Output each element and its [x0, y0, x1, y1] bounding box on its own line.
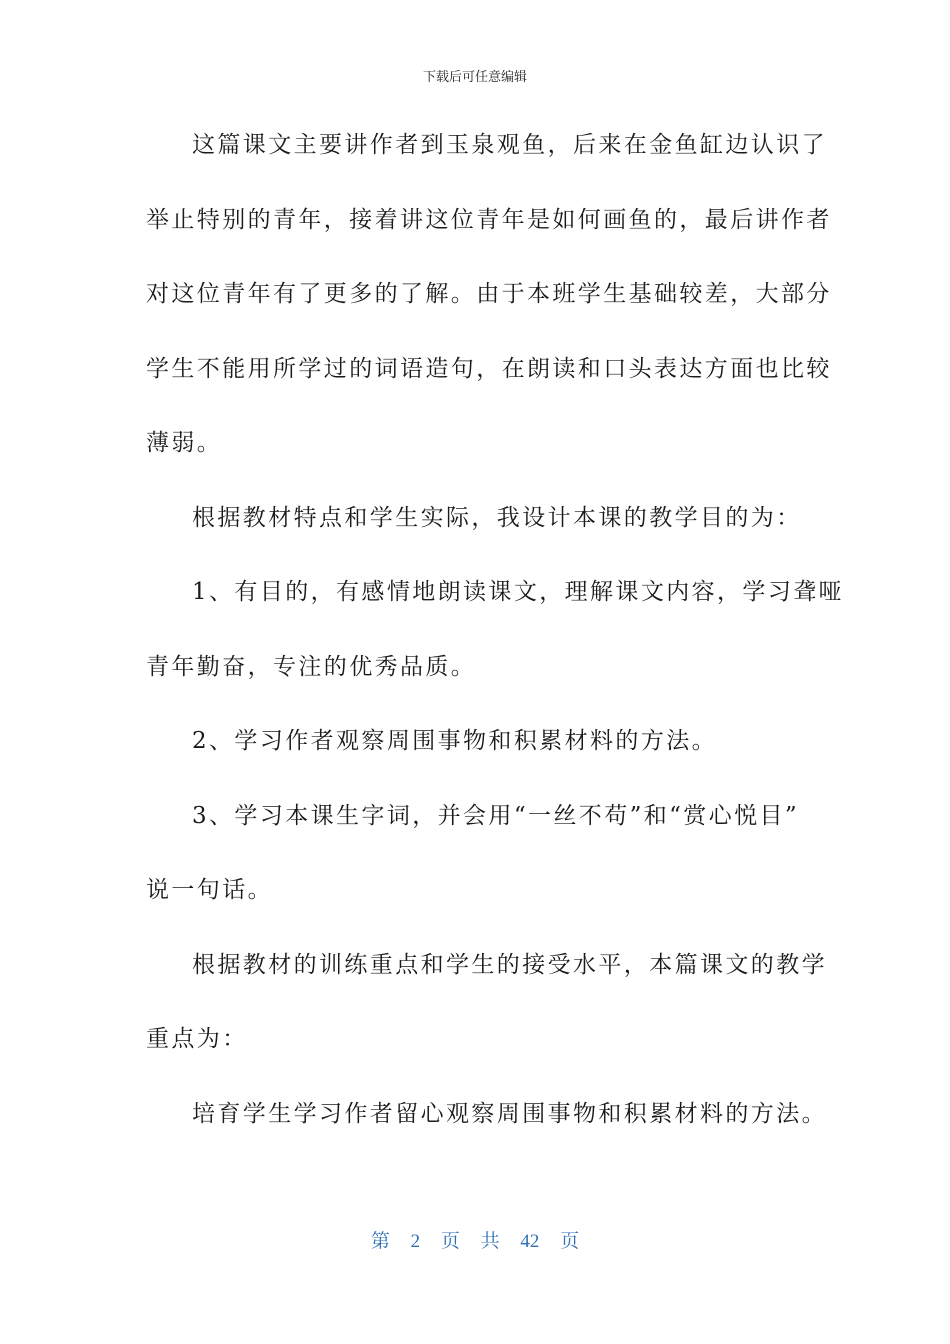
page-footer — [0, 1226, 950, 1253]
paragraph-line: 3、学习本课生字词，并会用“一丝不苟”和“赏心悦目” — [192, 802, 800, 829]
footer-page-word: 页 — [440, 1231, 460, 1252]
footer-prefix: 第 — [370, 1231, 390, 1252]
paragraph-line: 举止特别的青年，接着讲这位青年是如何画鱼的，最后讲作者 — [146, 206, 832, 233]
document-body — [146, 118, 845, 1161]
paragraph-line: 薄弱。 — [146, 430, 223, 456]
paragraph-line: 培育学生学习作者留心观察周围事物和积累材料的方法。 — [192, 1100, 827, 1127]
page-header: 下载后可任意编辑 — [422, 70, 527, 85]
total-pages-number: 42 — [520, 1231, 540, 1252]
paragraph-line: 说一句话。 — [146, 877, 273, 903]
paragraph-line: 青年勤奋，专注的优秀品质。 — [146, 653, 477, 680]
current-page-number: 2 — [410, 1231, 421, 1252]
footer-suffix: 页 — [560, 1231, 580, 1252]
paragraph-line: 学生不能用所学过的词语造句，在朗读和口头表达方面也比较 — [146, 355, 832, 382]
paragraph-line: 根据教材的训练重点和学生的接受水平，本篇课文的教学 — [192, 951, 827, 978]
paragraph-line: 重点为： — [146, 1026, 248, 1052]
paragraph-line: 1、有目的，有感情地朗读课文，理解课文内容，学习聋哑 — [192, 579, 845, 605]
paragraph-line: 根据教材特点和学生实际，我设计本课的教学目的为： — [192, 504, 802, 531]
paragraph-line: 2、学习作者观察周围事物和积累材料的方法。 — [192, 728, 718, 754]
footer-total-word: 共 — [480, 1231, 500, 1252]
paragraph-line: 对这位青年有了更多的了解。由于本班学生基础较差，大部分 — [146, 281, 832, 307]
paragraph-line: 这篇课文主要讲作者到玉泉观鱼，后来在金鱼缸边认识了 — [192, 132, 827, 158]
